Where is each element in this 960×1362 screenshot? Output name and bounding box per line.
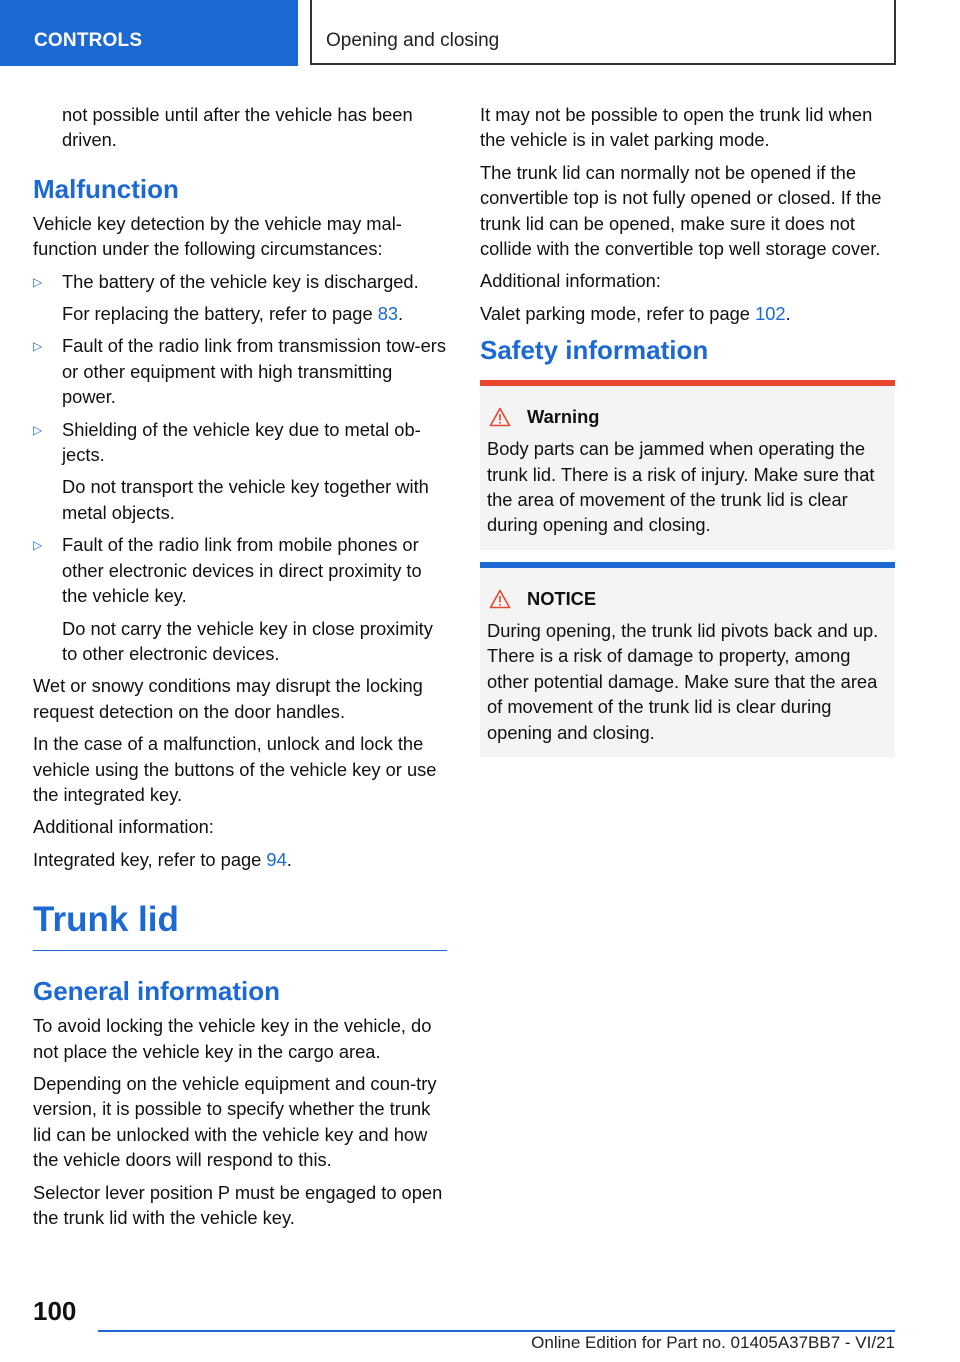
page-number: 100 [33,1296,77,1326]
triangle-bullet-icon: ▷ [33,538,43,553]
malfunction-list [33,269,447,667]
trunk-paragraph-2: Depending on the vehicle equipment and coun-try version, it is possible to specify whether the trunk lid can be unlocked with the vehicle key and how the vehicle doors will respond to this. [33,1072,437,1171]
edition-info: Online Edition for Part no. 01405A37BB7 - VI/21 [531,1333,895,1352]
list-item [33,532,447,608]
right-column [480,102,895,769]
note-text: For replacing the battery, refer to page [62,303,378,325]
intro-paragraph: not possible until after the vehicle has been driven. [62,104,413,151]
note-suffix: . [398,303,404,325]
list-item-text: The battery of the vehicle key is discharged. [62,270,419,292]
list-item-note: Do not transport the vehicle key together with metal objects. [62,476,429,523]
malfunction-heading: Malfunction [33,173,179,204]
reference-suffix: . [286,848,292,870]
list-item [33,269,447,294]
reference-text: Integrated key, refer to page [33,848,267,870]
page-link-102[interactable]: 102 [755,302,786,324]
integrated-key-reference [33,847,447,872]
notice-title: NOTICE [527,587,597,609]
list-item [33,417,447,468]
list-item [33,333,447,409]
footer-divider [98,1330,895,1332]
convertible-paragraph: The trunk lid can normally not be opened if the convertible top is not fully opened or closed. If the trunk lid can be opened, make sure it does not collide with the convertible top well storage cover. [480,161,882,260]
malfunction-action-paragraph: In the case of a malfunction, unlock and lock the vehicle using the buttons of the vehicle key or use the integrated key. [33,733,437,805]
reference-suffix: . [785,302,791,324]
triangle-bullet-icon: ▷ [33,274,43,289]
malfunction-intro: Vehicle key detection by the vehicle may mal-function under the following circumstances: [33,212,402,260]
warning-box [480,380,895,550]
page-header [0,0,960,66]
left-column [33,102,447,1237]
notice-title-row [487,588,888,610]
trunk-paragraph-3: Selector lever position P must be engaged to open the trunk lid with the vehicle key. [33,1181,443,1228]
triangle-bullet-icon: ▷ [33,422,43,437]
general-information-heading: General information [33,976,281,1007]
warning-triangle-icon [489,589,511,609]
list-item-text: Shielding of the vehicle key due to metal ob-jects. [62,418,421,466]
additional-info-label: Additional information: [480,270,661,292]
warning-text: Body parts can be jammed when operating the trunk lid. There is a risk of injury. Make sure that the area of movement of the trunk lid is clear during opening and closing. [487,438,875,536]
list-item-note [33,301,447,326]
section-tab[interactable]: CONTROLS [0,0,298,66]
warning-triangle-icon [489,407,511,427]
reference-text: Valet parking mode, refer to page [480,302,756,324]
trunk-lid-heading: Trunk lid [33,898,447,951]
page-link-83[interactable]: 83 [377,303,399,325]
valet-paragraph: It may not be possible to open the trunk lid when the vehicle is in valet parking mode. [480,104,873,151]
notice-box [480,562,895,757]
safety-information-heading: Safety information [480,335,709,366]
valet-reference [480,301,895,326]
trunk-paragraph-1: To avoid locking the vehicle key in the vehicle, do not place the vehicle key in the cargo area. [33,1015,432,1062]
warning-title-row [487,406,888,428]
additional-info-label: Additional information: [33,816,214,838]
triangle-bullet-icon: ▷ [33,339,43,354]
warning-title: Warning [527,406,600,428]
notice-text: During opening, the trunk lid pivots back and up. There is a risk of damage to property, among other potential damage. Make sure that the area of movement of the trunk lid is clear during opening and closing. [487,619,879,743]
list-item-text: Fault of the radio link from mobile phones or other electronic devices in direct proximity to the vehicle key. [62,534,422,607]
chapter-tab[interactable]: Opening and closing [310,0,896,65]
page-link-94[interactable]: 94 [266,848,287,870]
list-item-text: Fault of the radio link from transmission tow-ers or other equipment with high transmitting power. [62,335,447,408]
conditions-paragraph: Wet or snowy conditions may disrupt the locking request detection on the door handles. [33,675,423,722]
list-item-note: Do not carry the vehicle key in close proximity to other electronic devices. [62,617,433,664]
